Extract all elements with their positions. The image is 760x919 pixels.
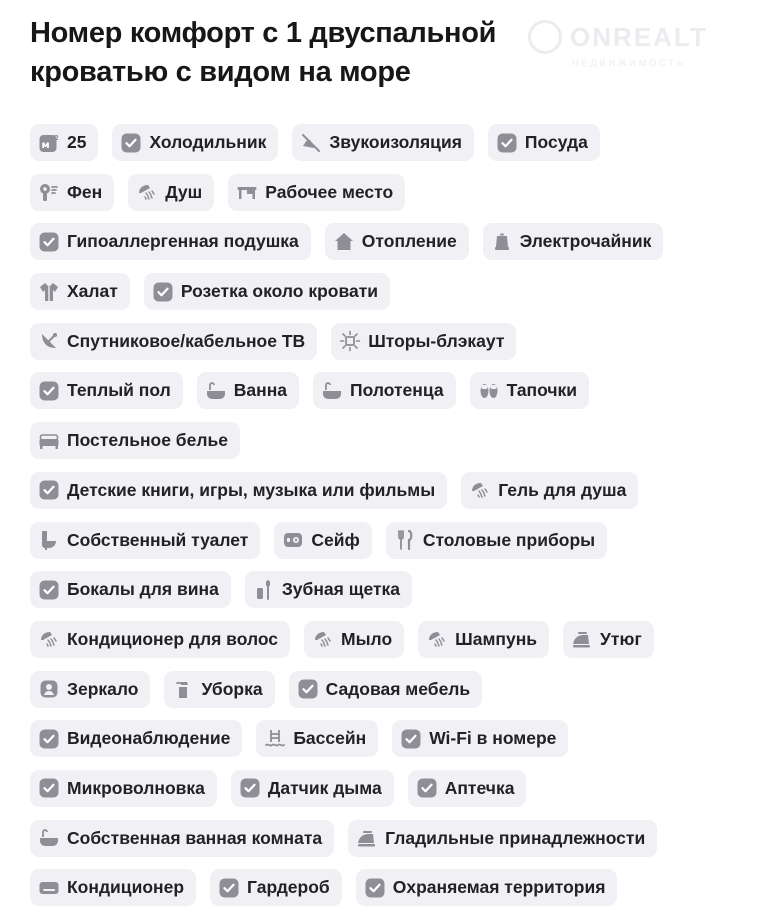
kettle-icon: [491, 231, 513, 253]
amenities-row: [30, 323, 750, 360]
amenity-chip: [30, 323, 317, 360]
amenity-label: Собственный туалет: [67, 529, 249, 550]
amenity-chip: [30, 820, 334, 857]
amenity-chip: [30, 124, 98, 161]
slippers-icon: [478, 380, 500, 402]
shower-icon: [469, 479, 491, 501]
amenity-label: Охраняемая территория: [392, 877, 606, 898]
amenity-label: Гладильные принадлежности: [385, 827, 646, 848]
amenity-label: Видеонаблюдение: [67, 728, 231, 749]
amenity-label: Детские книги, игры, музыка или фильмы: [67, 479, 436, 500]
amenities-row: [30, 621, 750, 658]
check-icon: [297, 678, 319, 700]
amenity-chip: [313, 372, 456, 409]
amenity-label: Электрочайник: [519, 231, 652, 252]
amenity-chip: [228, 174, 405, 211]
amenity-chip: [408, 770, 527, 807]
check-icon: [38, 777, 60, 799]
check-icon: [400, 728, 422, 750]
amenity-chip: [256, 720, 378, 757]
check-icon: [120, 132, 142, 154]
shower-icon: [312, 628, 334, 650]
satellite-icon: [38, 330, 60, 352]
amenity-label: Шампунь: [455, 628, 538, 649]
amenity-chip: [30, 522, 260, 559]
amenity-chip: [488, 124, 600, 161]
amenities-row: [30, 820, 750, 857]
amenity-chip: [292, 124, 474, 161]
area-icon: [38, 132, 60, 154]
pool-icon: [264, 728, 286, 750]
check-icon: [239, 777, 261, 799]
amenity-chip: [30, 223, 311, 260]
amenities-row: [30, 124, 750, 161]
check-icon: [38, 479, 60, 501]
amenity-chip: [30, 174, 114, 211]
bath-icon: [38, 827, 60, 849]
amenity-chip: [289, 671, 483, 708]
amenity-label: Датчик дыма: [267, 777, 382, 798]
amenity-label: Шторы-блэкаут: [368, 330, 505, 351]
amenity-label: Душ: [165, 181, 203, 202]
amenity-label: Зеркало: [67, 678, 139, 699]
amenity-label: Гардероб: [247, 877, 330, 898]
amenity-chip: [418, 621, 549, 658]
amenity-label: Звукоизоляция: [329, 132, 462, 152]
amenity-label: Аптечка: [444, 777, 515, 798]
mute-icon: [300, 132, 322, 154]
amenity-chip: [30, 372, 183, 409]
shower-icon: [38, 628, 60, 650]
cutlery-icon: [394, 529, 416, 551]
amenity-chip: [144, 273, 390, 310]
check-icon: [218, 877, 240, 899]
amenity-chip: [331, 323, 516, 360]
amenity-label: Халат: [67, 281, 118, 302]
iron-icon: [356, 827, 378, 849]
amenity-label: Постельное белье: [67, 430, 228, 451]
amenity-label: Полотенца: [350, 380, 444, 401]
amenity-chip: [164, 671, 274, 708]
amenities-row: [30, 770, 750, 807]
check-icon: [38, 579, 60, 601]
check-icon: [152, 281, 174, 303]
check-icon: [416, 777, 438, 799]
iron-icon: [571, 628, 593, 650]
toilet-icon: [38, 529, 60, 551]
amenity-chip: [30, 621, 290, 658]
amenity-chip: [197, 372, 299, 409]
hairdryer-icon: [38, 181, 60, 203]
robe-icon: [38, 281, 60, 303]
amenities-row: [30, 422, 750, 459]
safe-icon: [282, 529, 304, 551]
check-icon: [38, 380, 60, 402]
amenities-row: [30, 273, 750, 310]
check-icon: [38, 231, 60, 253]
amenity-label: Микроволновка: [67, 777, 205, 798]
amenities-row: [30, 174, 750, 211]
amenity-chip: [231, 770, 394, 807]
amenity-label: Спутниковое/кабельное ТВ: [67, 330, 306, 351]
amenity-chip: [348, 820, 657, 857]
amenities-row: [30, 223, 750, 260]
amenities-row: [30, 372, 750, 409]
svg-text:2: 2: [54, 133, 59, 142]
amenity-label: Тапочки: [506, 380, 578, 401]
toothbrush-icon: [253, 579, 275, 601]
svg-text:м: м: [41, 139, 50, 151]
amenity-chip: [30, 671, 150, 708]
amenity-label: Гель для душа: [498, 479, 627, 500]
amenities-row: [30, 720, 750, 757]
amenity-chip: [112, 124, 278, 161]
amenities-row: [30, 472, 750, 509]
amenity-chip: [461, 472, 638, 509]
amenity-chip: [128, 174, 214, 211]
sun-icon: [339, 330, 361, 352]
amenities-row: [30, 571, 750, 608]
amenities-row: [30, 522, 750, 559]
amenity-chip: [30, 422, 240, 459]
amenity-chip: [392, 720, 568, 757]
amenity-label: Сейф: [311, 529, 360, 550]
page-title: Номер комфорт с 1 двуспальной кроватью с видом на море: [30, 17, 497, 88]
amenity-label: Бокалы для вина: [67, 579, 219, 600]
amenity-label: Отопление: [361, 231, 457, 252]
amenity-chip: [386, 522, 607, 559]
amenity-label: Кондиционер для волос: [67, 628, 279, 649]
amenity-chip: [356, 869, 618, 906]
amenity-label: Утюг: [600, 628, 642, 649]
amenity-label: Столовые приборы: [422, 529, 596, 550]
amenity-label: Фен: [67, 181, 103, 202]
mirror-icon: [38, 678, 60, 700]
amenity-label: Мыло: [341, 628, 393, 649]
amenity-label: Wi-Fi в номере: [429, 728, 557, 749]
desk-icon: [236, 181, 258, 203]
amenity-chip: [30, 770, 217, 807]
amenity-label: Кондиционер: [67, 877, 185, 898]
amenity-chip: [30, 472, 447, 509]
amenity-chip: [563, 621, 654, 658]
amenity-label: Уборка: [201, 678, 263, 699]
check-icon: [38, 728, 60, 750]
shower-icon: [426, 628, 448, 650]
amenity-label: Ванна: [233, 380, 287, 401]
amenities-row: [30, 671, 750, 708]
aircon-icon: [38, 877, 60, 899]
amenity-chip: [245, 571, 412, 608]
amenity-chip: [470, 372, 590, 409]
bath-icon: [205, 380, 227, 402]
amenity-chip: [483, 223, 664, 260]
amenities-row: [30, 869, 750, 906]
check-icon: [496, 132, 518, 154]
house-icon: [333, 231, 355, 253]
watermark-subtext: НЕДВИЖИМОСТЬ: [572, 58, 686, 68]
amenity-label: Теплый пол: [67, 380, 171, 401]
amenity-label: Рабочее место: [265, 181, 394, 202]
spray-icon: [172, 678, 194, 700]
amenity-label: Посуда: [524, 132, 588, 152]
amenity-label: Гипоаллергенная подушка: [67, 231, 299, 252]
amenity-chip: [30, 720, 242, 757]
amenities-list: [30, 124, 750, 919]
check-icon: [364, 877, 386, 899]
amenity-chip: [325, 223, 469, 260]
amenity-label: Зубная щетка: [281, 579, 401, 600]
amenity-chip: [30, 869, 196, 906]
amenity-label: Бассейн: [293, 728, 367, 749]
watermark-logo: [528, 20, 708, 68]
amenity-chip: [30, 571, 231, 608]
watermark-text: ONREALT: [570, 21, 708, 52]
amenity-label: Собственная ванная комната: [67, 827, 323, 848]
amenity-label: Садовая мебель: [325, 678, 471, 699]
amenity-label: 25: [67, 132, 87, 152]
bath-icon: [321, 380, 343, 402]
watermark-emblem-icon: [528, 20, 562, 54]
amenity-chip: [210, 869, 342, 906]
bed-icon: [38, 430, 60, 452]
amenity-chip: [274, 522, 371, 559]
amenity-label: Холодильник: [149, 132, 267, 152]
amenity-chip: [304, 621, 404, 658]
shower-icon: [136, 181, 158, 203]
amenity-label: Розетка около кровати: [180, 281, 379, 302]
amenity-chip: [30, 273, 130, 310]
